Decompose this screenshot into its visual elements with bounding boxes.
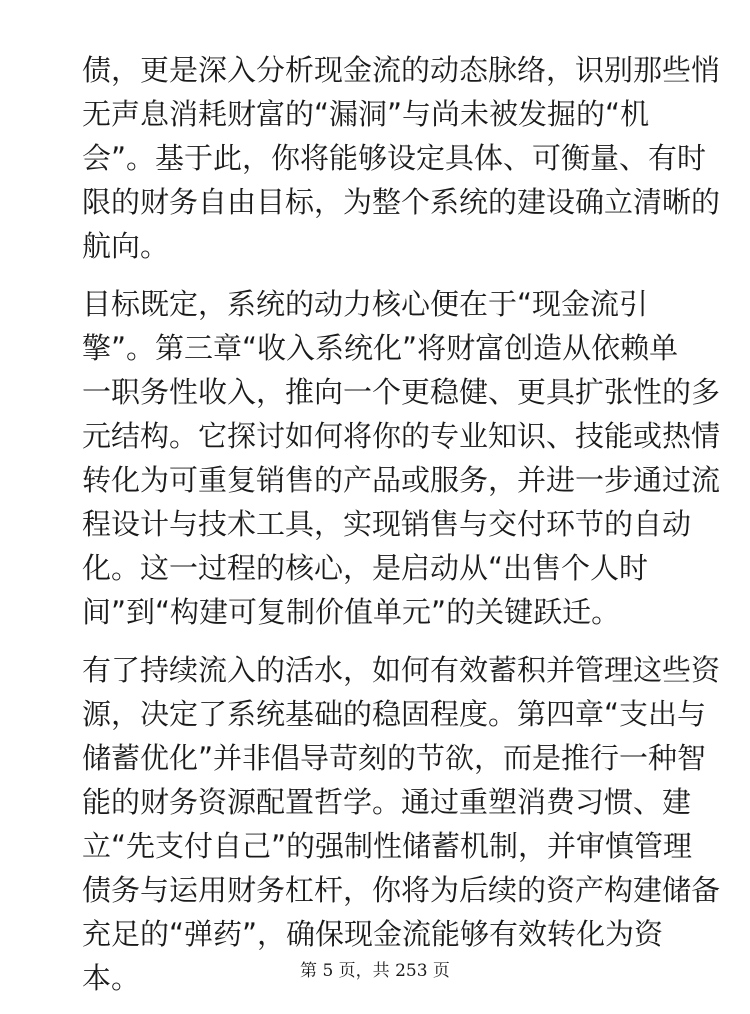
text-line: 擎”。第三章“收入系统化”将财富创造从依赖单 xyxy=(82,331,679,365)
text-line: 间”到“构建可复制价值单元”的关键跃迁。 xyxy=(82,595,621,629)
paragraph-2 xyxy=(82,282,721,634)
text-line: 储蓄优化”并非倡导苛刻的节欲，而是推行一种智 xyxy=(82,741,707,775)
paragraph-1 xyxy=(82,48,721,268)
body-text xyxy=(82,48,721,1014)
page-number-footer: 第 5 页，共 253 页 xyxy=(300,961,450,981)
text-line: 元结构。它探讨如何将你的专业知识、技能或热情 xyxy=(82,419,721,453)
text-line: 转化为可重复销售的产品或服务，并进一步通过流 xyxy=(82,463,721,497)
text-line: 化。这一过程的核心，是启动从“出售个人时 xyxy=(82,551,649,585)
text-line: 会”。基于此，你将能够设定具体、可衡量、有时 xyxy=(82,141,707,175)
text-line: 债务与运用财务杠杆，你将为后续的资产构建储备 xyxy=(82,873,721,907)
text-line: 限的财务自由目标，为整个系统的建设确立清晰的 xyxy=(82,185,721,219)
text-line: 债，更是深入分析现金流的动态脉络，识别那些悄 xyxy=(82,53,721,87)
text-line: 本。 xyxy=(82,961,141,995)
paragraph-3 xyxy=(82,648,721,1000)
text-line: 有了持续流入的活水，如何有效蓄积并管理这些资 xyxy=(82,653,721,687)
text-line: 能的财务资源配置哲学。通过重塑消费习惯、建 xyxy=(82,785,692,819)
text-line: 无声息消耗财富的“漏洞”与尚未被发掘的“机 xyxy=(82,97,650,131)
text-line: 目标既定，系统的动力核心便在于“现金流引 xyxy=(82,287,649,321)
text-line: 程设计与技术工具，实现销售与交付环节的自动 xyxy=(82,507,692,541)
text-line: 航向。 xyxy=(82,229,170,263)
text-line: 立“先支付自己”的强制性储蓄机制，并审慎管理 xyxy=(82,829,693,863)
text-line: 一职务性收入，推向一个更稳健、更具扩张性的多 xyxy=(82,375,721,409)
text-line: 源，决定了系统基础的稳固程度。第四章“支出与 xyxy=(82,697,707,731)
text-line: 充足的“弹药”，确保现金流能够有效转化为资 xyxy=(82,917,664,951)
